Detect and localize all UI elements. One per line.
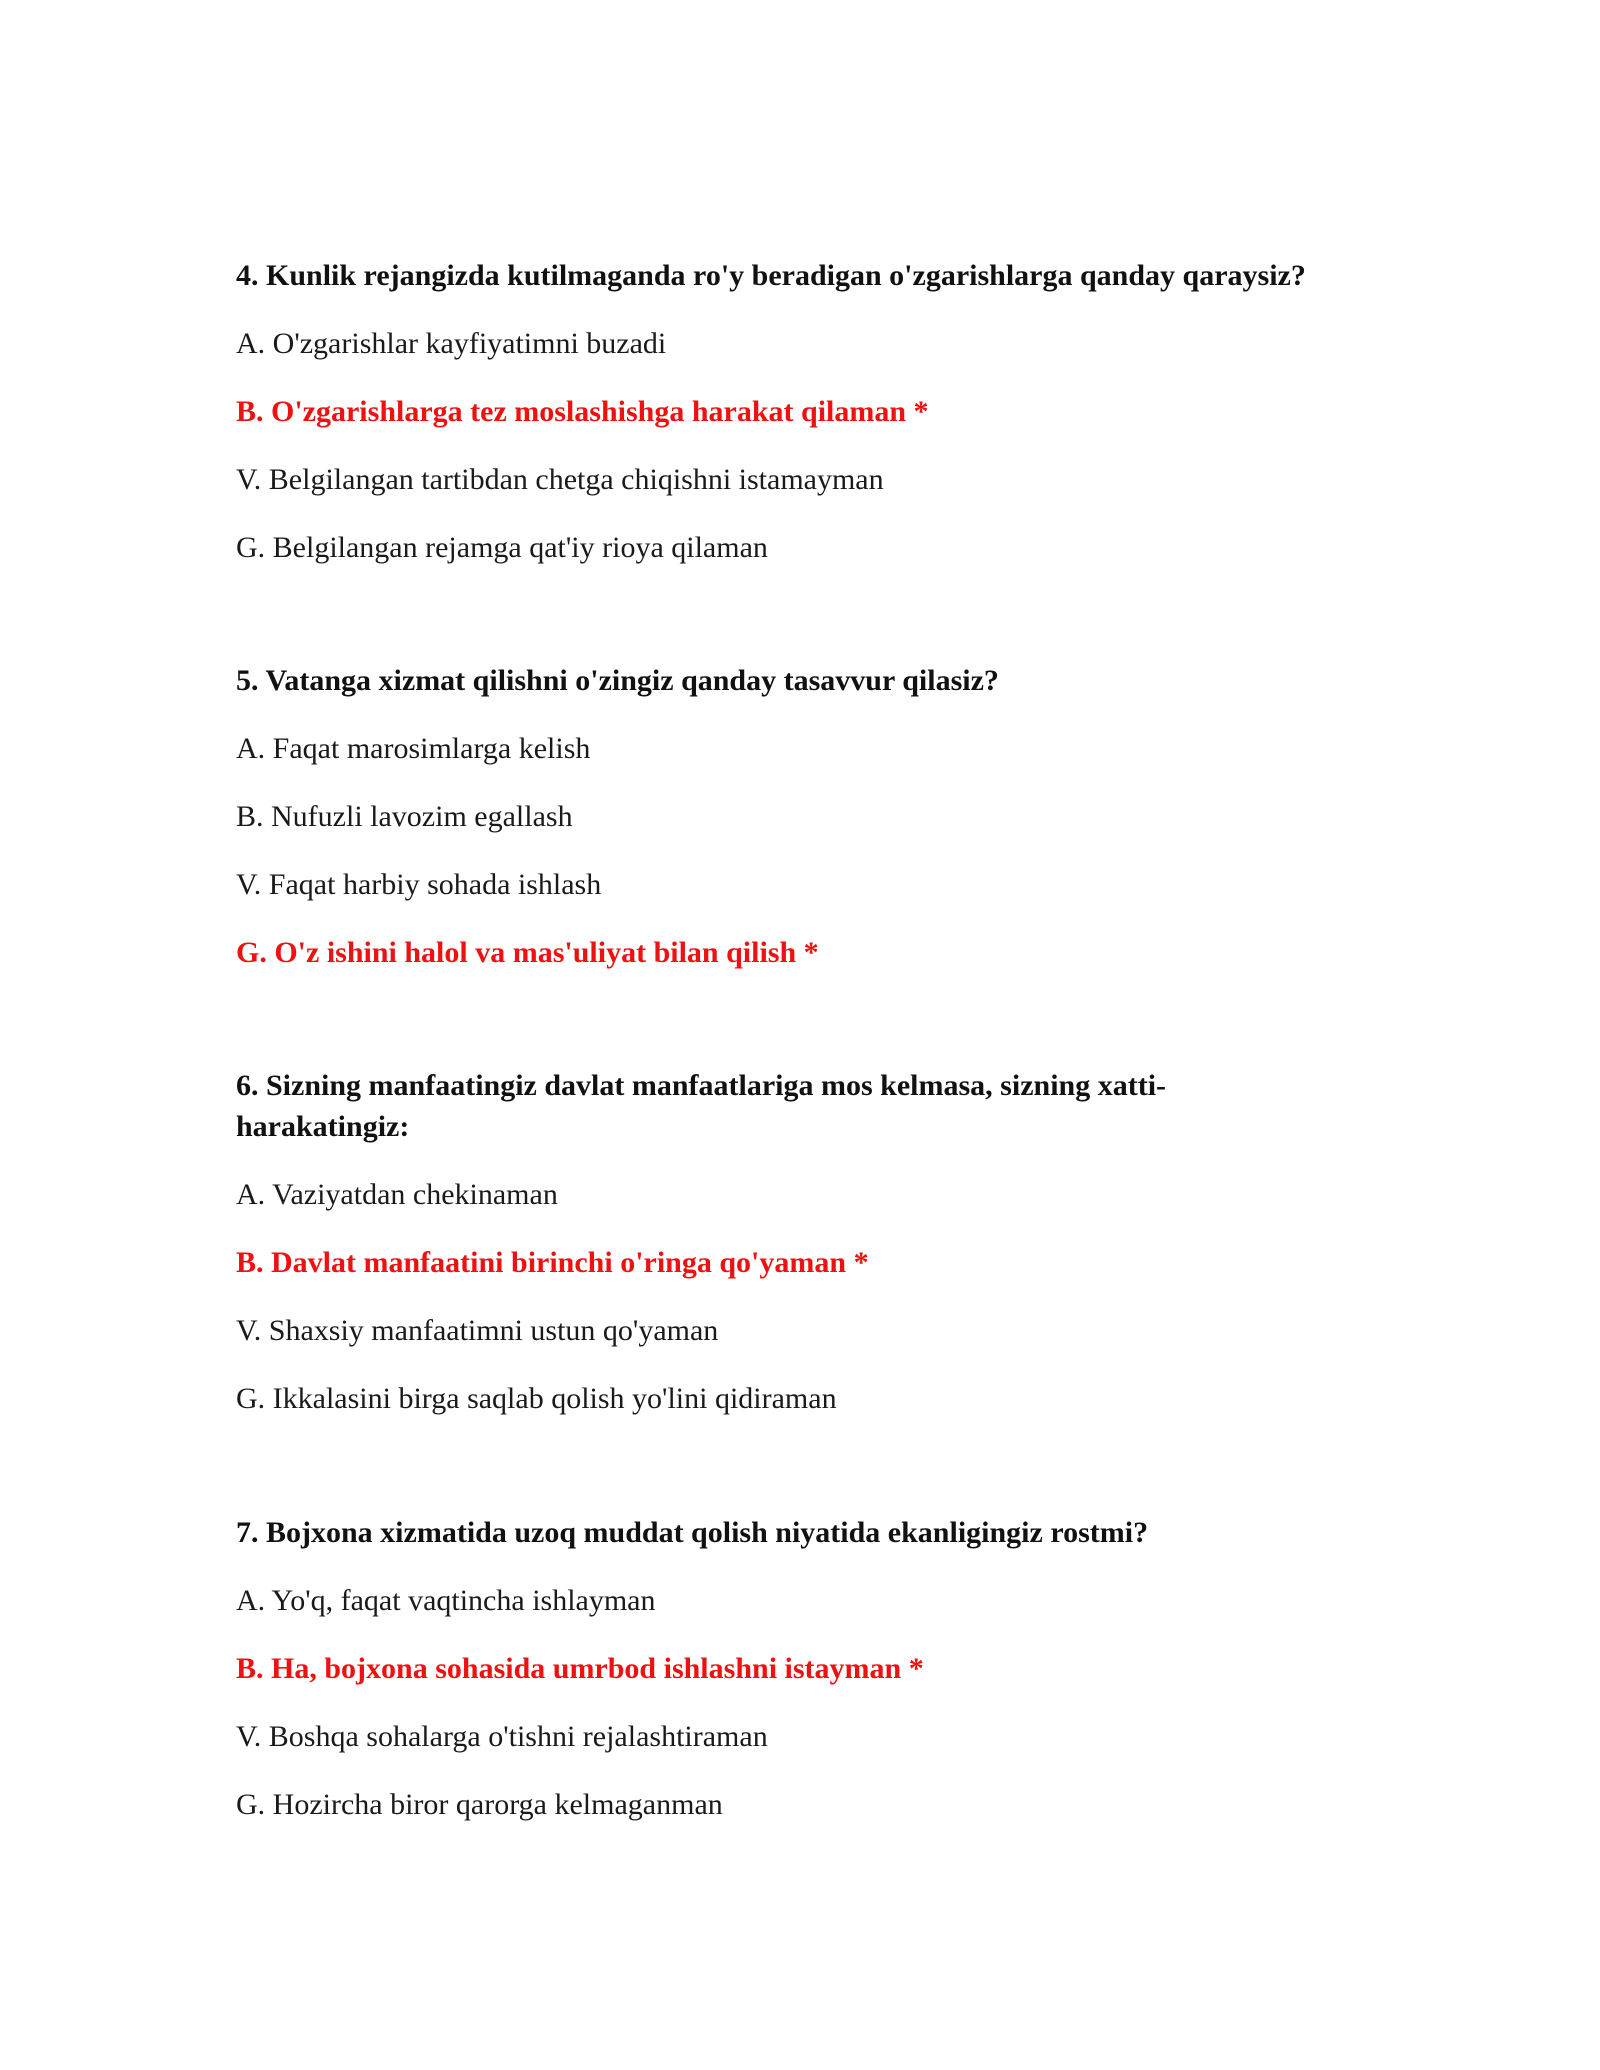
answer-option-v: V. Boshqa sohalarga o'tishni rejalashtiraman: [236, 1720, 768, 1753]
answer-option-g: G. Ikkalasini birga saqlab qolish yo'lini qidiraman: [236, 1382, 837, 1415]
answer-option-g: G. Hozircha biror qarorga kelmaganman: [236, 1788, 723, 1821]
question-block: [236, 255, 1406, 595]
answer-option-g: G. Belgilangan rejamga qat'iy rioya qilaman: [236, 531, 768, 564]
answer-option-g-correct: G. O'z ishini halol va mas'uliyat bilan qilish *: [236, 936, 819, 969]
answer-option-a: A. Faqat marosimlarga kelish: [236, 732, 591, 765]
answer-option-b: B. Nufuzli lavozim egallash: [236, 800, 573, 833]
question-text: 5. Vatanga xizmat qilishni o'zingiz qanday tasavvur qilasiz?: [236, 664, 999, 697]
question-text: 4. Kunlik rejangizda kutilmaganda ro'y beradigan o'zgarishlarga qanday qaraysiz?: [236, 259, 1306, 292]
answer-option-v: V. Belgilangan tartibdan chetga chiqishni istamayman: [236, 463, 884, 496]
question-text-line-2: harakatingiz:: [236, 1110, 410, 1143]
answer-option-b-correct: B. O'zgarishlarga tez moslashishga harakat qilaman *: [236, 395, 929, 428]
answer-option-a: A. Yo'q, faqat vaqtincha ishlayman: [236, 1584, 656, 1617]
question-block: [236, 1065, 1406, 1446]
answer-option-a: A. O'zgarishlar kayfiyatimni buzadi: [236, 327, 667, 360]
answer-option-b-correct: B. Davlat manfaatini birinchi o'ringa qo'yaman *: [236, 1246, 869, 1279]
answer-option-v: V. Faqat harbiy sohada ishlash: [236, 868, 602, 901]
question-block: [236, 1512, 1406, 1852]
answer-option-b-correct: B. Ha, bojxona sohasida umrbod ishlashni istayman *: [236, 1652, 924, 1685]
question-text: 7. Bojxona xizmatida uzoq muddat qolish niyatida ekanligingiz rostmi?: [236, 1516, 1149, 1549]
question-text: [236, 1065, 1406, 1147]
question-block: [236, 660, 1406, 1000]
question-text-line-1: 6. Sizning manfaatingiz davlat manfaatlariga mos kelmasa, sizning xatti-: [236, 1069, 1167, 1102]
answer-option-a: A. Vaziyatdan chekinaman: [236, 1178, 558, 1211]
answer-option-v: V. Shaxsiy manfaatimni ustun qo'yaman: [236, 1314, 719, 1347]
